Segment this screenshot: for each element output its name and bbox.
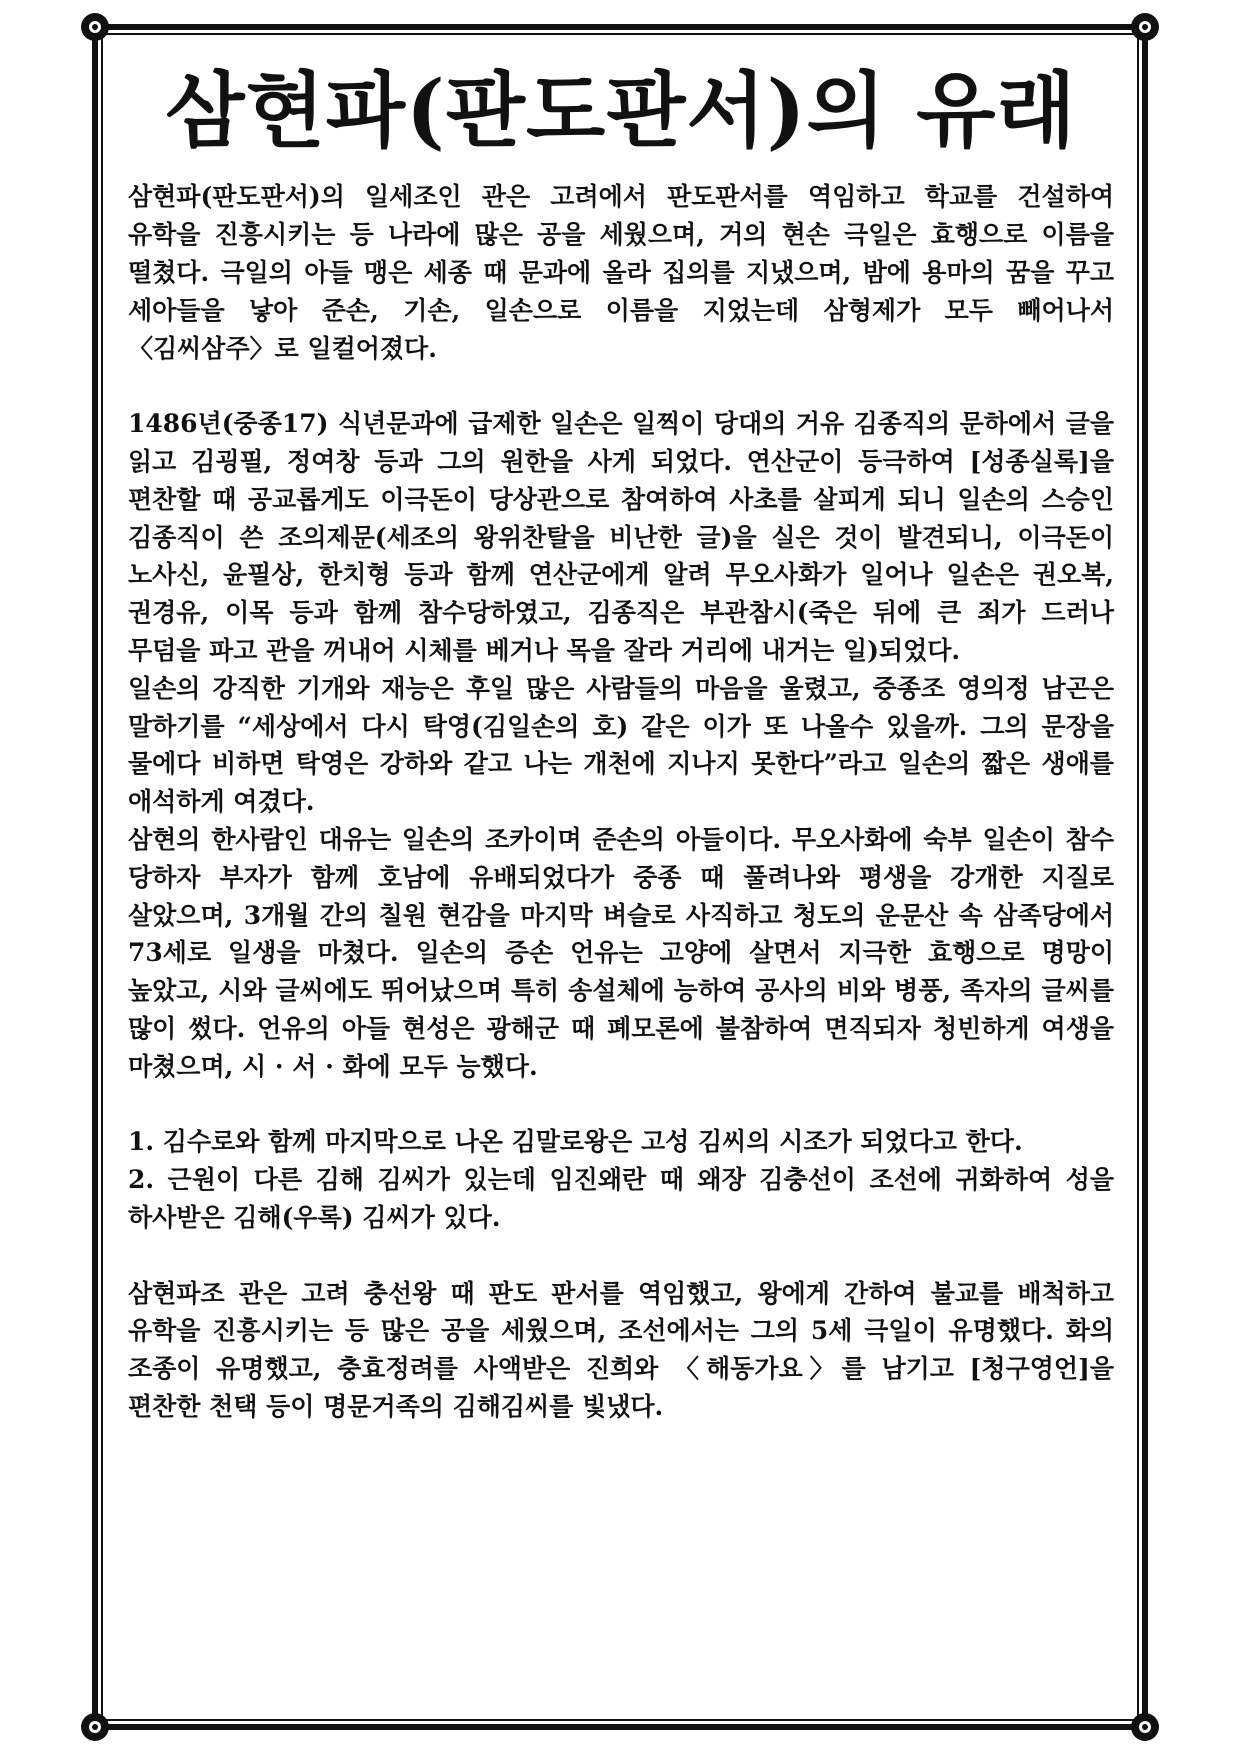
paragraph-ilson-legacy: 일손의 강직한 기개와 재능은 후일 많은 사람들의 마음을 울렸고, 중종조 영의정 남곤은 말하기를 “세상에서 다시 탁영(김일손의 호) 같은 이가 또 나올수 있을까. 그의 문장을 물에다 비하면 탁영은 강하와 같고 나는 개천에 지나지 못한다”라고 일손의 짧은 생애를 애석하게 여겼다.: [128, 673, 1114, 817]
corner-ornament-bottom-right: [1131, 1713, 1159, 1741]
paragraph-summary: 삼현파조 관은 고려 충선왕 때 판도 판서를 역임했고, 왕에게 간하여 불교를 배척하고 유학을 진흥시키는 등 많은 공을 세웠으며, 조선에서는 그의 5세 극일이 유명했다. 화의 조종이 유명했고, 충효정려를 사액받은 진희와 〈해동가요〉를 남기고 [청구영언]을 편찬한 천택 등이 명문거족의 김해김씨를 빛냈다.: [128, 1278, 1114, 1421]
paragraph-origin: 삼현파(판도판서)의 일세조인 관은 고려에서 판도판서를 역임하고 학교를 건설하여 유학을 진흥시키는 등 나라에 많은 공을 세웠으며, 거의 현손 극일은 효행으로 이름을 떨쳤다. 극일의 아들 맹은 세종 때 문과에 올라 집의를 지냈으며, 밤에 용마의 꿈을 꾸고 세아들을 낳아 준손, 기손, 일손으로 이름을 지었는데 삼형제가 모두 빼어나서 〈김씨삼주〉로 일컬어졌다.: [128, 182, 1114, 363]
document-page: [128, 62, 1114, 1426]
document-body: [128, 178, 1114, 1425]
note-item-1: 1. 김수로와 함께 마지막으로 나온 김말로왕은 고성 김씨의 시조가 되었다고 한다.: [128, 1127, 1023, 1157]
paragraph-spacer: [128, 1086, 1114, 1124]
paragraph-daeyu: 삼현의 한사람인 대유는 일손의 조카이며 준손의 아들이다. 무오사화에 숙부 일손이 참수 당하자 부자가 함께 호남에 유배되었다가 중종 때 풀려나와 평생을 강개한 지질로 살았으며, 3개월 간의 칠원 현감을 마지막 벼슬로 사직하고 청도의 운문산 속 삼족당에서 73세로 일생을 마쳤다. 일손의 증손 언유는 고양에 살면서 지극한 효행으로 명망이 높았고, 시와 글씨에도 뛰어났으며 특히 송설체에 능하여 공사의 비와 병풍, 족자의 글씨를 많이 썼다. 언유의 아들 현성은 광해군 때 폐모론에 불참하여 면직되자 청빈하게 여생을 마쳤으며, 시 · 서 · 화에 모두 능했다.: [128, 824, 1114, 1081]
paragraph-spacer: [128, 1237, 1114, 1275]
corner-ornament-top-left: [81, 13, 109, 41]
corner-ornament-bottom-left: [81, 1713, 109, 1741]
paragraph-spacer: [128, 367, 1114, 405]
note-item-2: 2. 근원이 다른 김해 김씨가 있는데 임진왜란 때 왜장 김충선이 조선에 귀화하여 성을 하사받은 김해(우록) 김씨가 있다.: [128, 1165, 1114, 1232]
corner-ornament-top-right: [1131, 13, 1159, 41]
document-title: 삼현파(판도판서)의 유래: [165, 63, 1077, 159]
paragraph-ilson-purge: 1486년(중종17) 식년문과에 급제한 일손은 일찍이 당대의 거유 김종직의 문하에서 글을 읽고 김굉필, 정여창 등과 그의 원한을 사게 되었다. 연산군이 등극하여 [성종실록]을 편찬할 때 공교롭게도 이극돈이 당상관으로 참여하여 사초를 살피게 되니 일손의 스승인 김종직이 쓴 조의제문(세조의 왕위찬탈을 비난한 글)을 실은 것이 발견되니, 이극돈이 노사신, 윤필상, 한치형 등과 함께 연산군에게 알려 무오사화가 일어나 일손은 권오복, 권경유, 이목 등과 함께 참수당하였고, 김종직은 부관참시(죽은 뒤에 큰 죄가 드러나 무덤을 파고 관을 꺼내어 시체를 베거나 목을 잘라 거리에 내거는 일)되었다.: [128, 409, 1114, 665]
